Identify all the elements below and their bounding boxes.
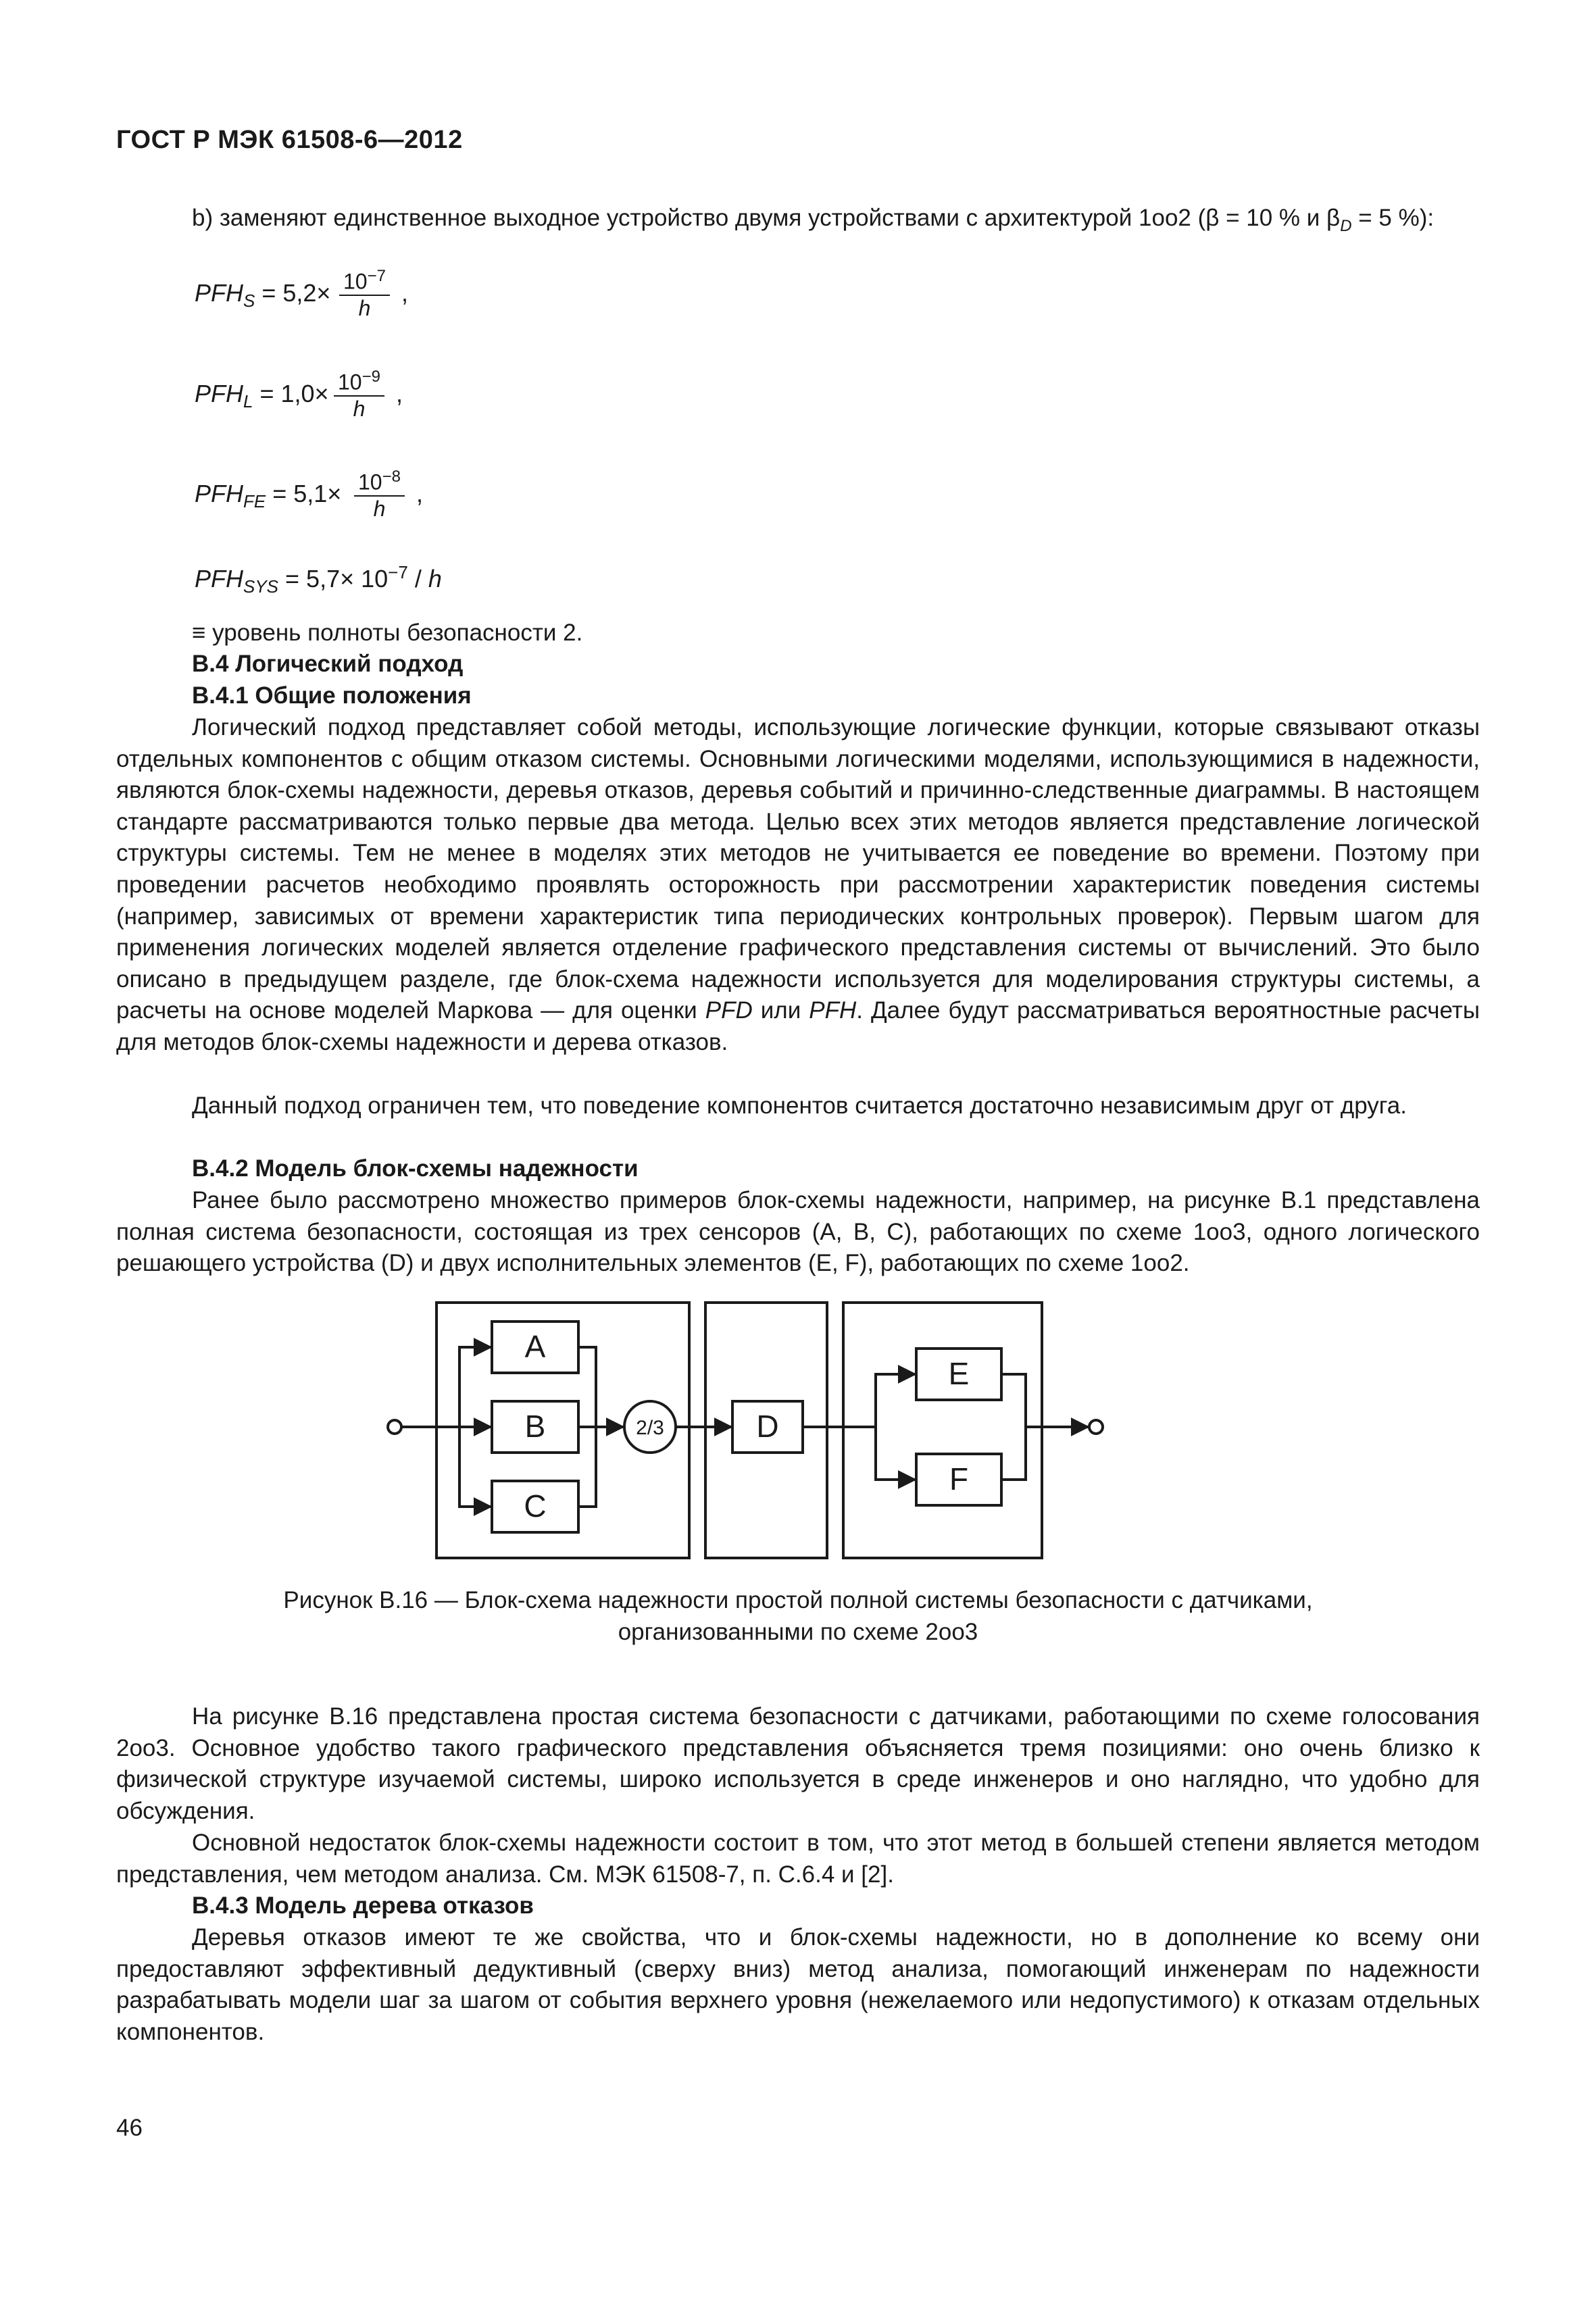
paragraph-text: Логический подход представляет собой методы, использующие логические функции, которые связывают отказы отдельных компонентов с общим отказом системы. Основными логическими моделями, использующимися в надежности, являются блок-схемы надежности, деревья отказов, деревья событий и причинно-следственные диаграммы. В настоящем стандарте рассматриваются только первые два метода. Целью всех этих методов является представление логической структуры системы. Тем не менее в моделях этих методов не учитывается ее поведение во времени. Поэтому при проведении расчетов необходимо проявлять осторожность при рассмотрении характеристик поведения системы (например, зависимых от времени характеристик типа периодических контрольных проверок). Первым шагом для применения логических моделей является отделение графического представления системы от вычислений. Это было описано в предыдущем разделе, где блок-схема надежности используется для моделирования структуры системы, а расчеты на основе моделей Маркова — для оценки: [116, 714, 1480, 1024]
page-number: 46: [116, 2115, 143, 2141]
formula-name: PFH: [195, 480, 243, 507]
paragraph-limitation: Данный подход ограничен тем, что поведение компонентов считается достаточно независимым друг от друга.: [192, 1092, 1407, 1119]
paragraph-text: или: [752, 997, 809, 1024]
formula-coefficient: = 1,0×: [253, 380, 329, 407]
term-pfd: PFD: [705, 997, 753, 1024]
formula-unit: h: [428, 565, 442, 593]
beta-d-subscript: D: [1340, 217, 1352, 235]
label-b: B: [524, 1409, 546, 1444]
formula-coefficient: = 5,2×: [255, 279, 331, 307]
formula-pfh-fe: [195, 480, 341, 512]
label-vote: 2/3: [636, 1417, 664, 1439]
fraction-pfh-fe: [354, 468, 405, 522]
formula-coefficient: = 5,7× 10: [278, 565, 389, 593]
term-pfh: PFH: [809, 997, 857, 1024]
paragraph-figure-description: На рисунке B.16 представлена простая система безопасности с датчиками, работающими по схеме голосования 2оо3. Основное удобство такого графического представления объясняется тремя позициями: оно очень близко к физической структуре изучаемой системы, широко используется в среде инженеров и оно наглядно, что удобно для обсуждения.: [116, 1703, 1480, 1824]
formula-exponent: −7: [388, 562, 408, 582]
formula-slash: /: [407, 565, 428, 593]
formula-subscript: FE: [243, 491, 266, 512]
fraction-base: 10: [338, 370, 362, 395]
heading-b4: B.4 Логический подход: [192, 651, 464, 677]
heading-b41: B.4.1 Общие положения: [192, 682, 472, 709]
formula-tail: ,: [401, 279, 409, 307]
document-header: ГОСТ Р МЭК 61508-6—2012: [116, 126, 463, 154]
paragraph-text: . Далее будут рассматриваться вероятностные расчеты для методов блок-схемы надежности и дерева отказов.: [116, 997, 1480, 1055]
intro-item-b: [192, 203, 1434, 243]
formula-pfh-s: [195, 279, 330, 311]
fraction-pfh-l: [334, 368, 384, 422]
intro-b-text: b) заменяют единственное выходное устройство двумя устройствами с архитектурой 1оо2 (β = 10 % и β: [192, 205, 1341, 231]
sil-statement: ≡ уровень полноты безопасности 2.: [192, 620, 583, 646]
actuator-group-frame: [843, 1303, 1042, 1558]
paragraph-fault-tree: Деревья отказов имеют те же свойства, что и блок-схемы надежности, но в дополнение ко всему они предоставляют эффективный дедуктивный (сверху вниз) метод анализа, помогающий инженерам по надежности разрабатывать модели шаг за шагом от события верхнего уровня (нежелаемого или недопустимого) к отказам отдельных компонентов.: [116, 1924, 1480, 2045]
formula-subscript: S: [243, 291, 255, 311]
branch-to-e: [876, 1374, 915, 1427]
label-c: C: [524, 1488, 547, 1524]
fraction-base: 10: [358, 470, 382, 495]
formula-pfh-sys: [195, 562, 442, 597]
figure-caption-line-2: организованными по схеме 2оо3: [618, 1619, 978, 1645]
label-e: E: [948, 1356, 970, 1391]
output-terminal: [1089, 1420, 1103, 1434]
formula-tail: ,: [416, 480, 424, 507]
paragraph-rbd-drawback: Основной недостаток блок-схемы надежности состоит в том, что этот метод в большей степени является методом представления, чем методом анализа. См. МЭК 61508-7, п. C.6.4 и [2].: [116, 1830, 1480, 1888]
formula-name: PFH: [195, 380, 243, 407]
paragraph-logic-approach: [116, 712, 1480, 1059]
fraction-exponent: −9: [361, 368, 380, 386]
paragraph-rbd-examples: Ранее было рассмотрено множество примеров блок-схемы надежности, например, на рисунке B.1 представлена полная система безопасности, состоящая из трех сенсоров (A, B, C), работающих по схеме 1оо3, одного логического решающего устройства (D) и двух исполнительных элементов (E, F), работающих по схеме 1оо2.: [116, 1187, 1480, 1277]
formula-coefficient: = 5,1×: [266, 480, 342, 507]
figure-caption-line-1: Рисунок B.16 — Блок-схема надежности простой полной системы безопасности с датчиками,: [283, 1587, 1313, 1613]
formula-subscript: L: [243, 391, 253, 412]
formula-tail: ,: [396, 380, 403, 407]
fraction-exponent: −8: [382, 468, 401, 486]
fraction-denominator: h: [373, 496, 386, 521]
branch-to-c: [459, 1427, 491, 1507]
label-d: D: [756, 1409, 779, 1444]
reliability-block-diagram: [378, 1296, 1115, 1559]
branch-to-f: [876, 1427, 915, 1480]
heading-b42: B.4.2 Модель блок-схемы надежности: [192, 1155, 639, 1182]
fraction-denominator: h: [353, 396, 366, 421]
label-f: F: [949, 1461, 969, 1496]
branch-to-a: [459, 1347, 491, 1427]
formula-name: PFH: [195, 565, 243, 593]
intro-b-end: = 5 %):: [1351, 205, 1435, 231]
input-terminal: [388, 1420, 401, 1434]
label-a: A: [524, 1329, 546, 1364]
fraction-exponent: −7: [367, 267, 386, 285]
heading-b43: B.4.3 Модель дерева отказов: [192, 1892, 534, 1919]
fraction-denominator: h: [358, 295, 371, 320]
fraction-base: 10: [343, 269, 368, 294]
formula-subscript: SYS: [243, 576, 279, 597]
fraction-pfh-s: [339, 267, 390, 321]
actuator-merge: [1001, 1374, 1026, 1480]
formula-pfh-l: [195, 380, 329, 412]
formula-name: PFH: [195, 279, 243, 307]
